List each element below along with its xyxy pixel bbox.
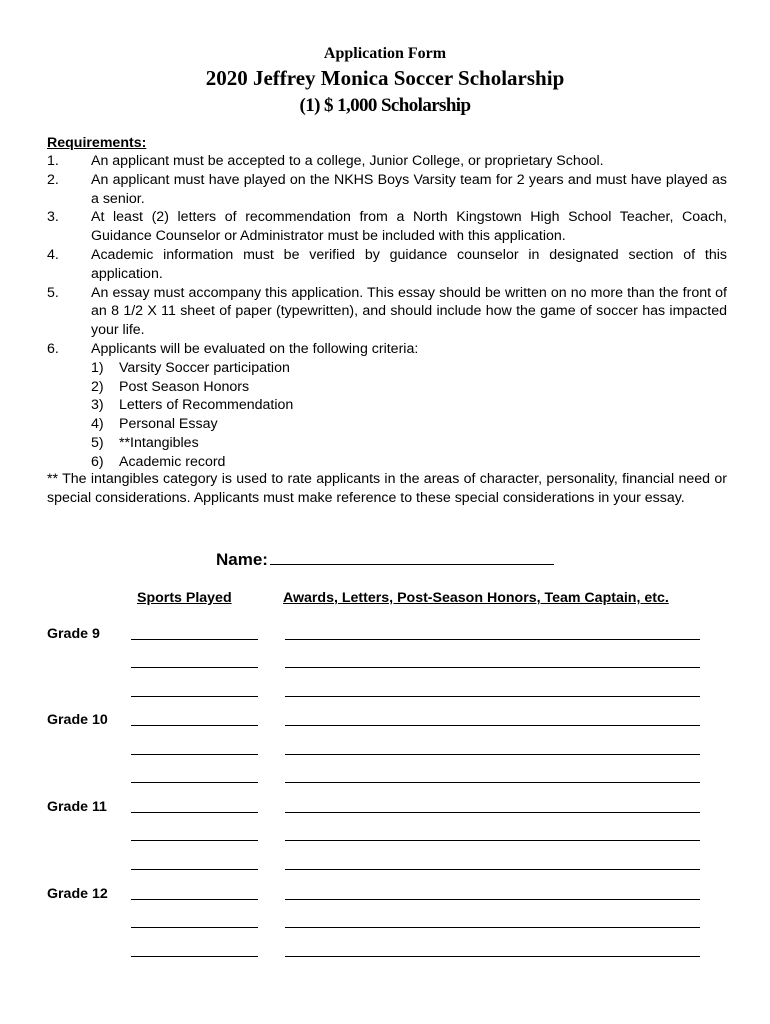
requirements-list — [47, 152, 727, 472]
requirement-text: Applicants will be evaluated on the following criteria: — [91, 340, 419, 357]
requirement-item — [47, 171, 727, 209]
criteria-text: Letters of Recommendation — [119, 397, 294, 414]
criteria-item — [91, 378, 727, 397]
requirement-item — [47, 152, 727, 171]
name-row — [216, 548, 554, 570]
grade-12-sports-field[interactable] — [131, 899, 258, 900]
grade-12-sports-field[interactable] — [131, 956, 258, 957]
criteria-number: 3) — [91, 397, 104, 414]
intangibles-note: ** The intangibles category is used to rate applicants in the areas of character, personality, financial need or special considerations. Applicants must make reference to these special considerations in your essay. — [47, 471, 727, 506]
sports-played-header: Sports Played — [137, 590, 232, 606]
criteria-number: 2) — [91, 378, 104, 395]
name-field[interactable] — [270, 548, 554, 565]
criteria-number: 5) — [91, 434, 104, 451]
grade-9-awards-field[interactable] — [285, 639, 700, 640]
requirement-number: 2. — [47, 171, 59, 188]
grade-10-awards-field[interactable] — [285, 782, 700, 783]
grade-11-awards-field[interactable] — [285, 869, 700, 870]
grade-11-awards-field[interactable] — [285, 840, 700, 841]
grade-9-awards-field[interactable] — [285, 667, 700, 668]
criteria-text: Varsity Soccer participation — [119, 359, 290, 376]
criteria-text: **Intangibles — [119, 434, 199, 451]
grade-10-sports-field[interactable] — [131, 782, 258, 783]
requirement-text: An applicant must have played on the NKHS Boys Varsity team for 2 years and must have played as a senior. — [91, 171, 727, 207]
requirement-text: An essay must accompany this application. This essay should be written on no more than the front of an 8 1/2 X 11 sheet of paper (typewritten), and should include how the game of soccer has impacted your life. — [91, 284, 727, 339]
criteria-item — [91, 453, 727, 472]
grade-9-sports-field[interactable] — [131, 667, 258, 668]
grade-11-sports-field[interactable] — [131, 812, 258, 813]
requirement-item — [47, 246, 727, 284]
grade-11-sports-field[interactable] — [131, 869, 258, 870]
requirement-number: 4. — [47, 246, 59, 263]
criteria-text: Personal Essay — [119, 416, 218, 433]
requirement-text: An applicant must be accepted to a college, Junior College, or proprietary School. — [91, 153, 604, 169]
name-label: Name: — [216, 550, 268, 569]
requirement-number: 1. — [47, 153, 59, 169]
criteria-number: 1) — [91, 359, 104, 376]
grade-9-label: Grade 9 — [47, 626, 100, 642]
criteria-item — [91, 415, 727, 434]
form-type-label: Application Form — [323, 45, 447, 62]
grade-11-label: Grade 11 — [47, 799, 107, 815]
requirement-number: 6. — [47, 340, 59, 357]
grade-12-awards-field[interactable] — [285, 956, 700, 957]
grade-10-label: Grade 10 — [47, 712, 108, 728]
grade-10-awards-field[interactable] — [285, 754, 700, 755]
requirement-item — [47, 284, 727, 340]
criteria-text: Post Season Honors — [119, 378, 250, 395]
grade-12-awards-field[interactable] — [285, 899, 700, 900]
criteria-number: 6) — [91, 453, 104, 470]
requirement-item — [47, 340, 727, 472]
criteria-item — [91, 434, 727, 453]
grade-11-awards-field[interactable] — [285, 812, 700, 813]
criteria-text: Academic record — [119, 453, 226, 470]
page-subtitle: (1) $ 1,000 Scholarship — [299, 95, 471, 116]
grade-10-sports-field[interactable] — [131, 754, 258, 755]
criteria-item — [91, 359, 727, 378]
requirement-text: At least (2) letters of recommendation from a North Kingstown High School Teacher, Coach, Guidance Counselor or Administrator must be included with this application. — [91, 209, 727, 245]
grade-9-awards-field[interactable] — [285, 696, 700, 697]
grade-9-sports-field[interactable] — [131, 696, 258, 697]
requirements-heading: Requirements: — [47, 135, 147, 151]
requirement-number: 5. — [47, 284, 59, 301]
criteria-item — [91, 396, 727, 415]
awards-header: Awards, Letters, Post-Season Honors, Team Captain, etc. — [283, 590, 669, 606]
requirement-text: Academic information must be verified by guidance counselor in designated section of this application. — [91, 246, 727, 282]
requirement-number: 3. — [47, 209, 59, 226]
grade-12-sports-field[interactable] — [131, 927, 258, 928]
requirement-item — [47, 208, 727, 246]
grade-10-sports-field[interactable] — [131, 725, 258, 726]
grade-10-awards-field[interactable] — [285, 725, 700, 726]
grade-9-sports-field[interactable] — [131, 639, 258, 640]
grade-12-label: Grade 12 — [47, 886, 108, 902]
page-title: 2020 Jeffrey Monica Soccer Scholarship — [205, 66, 565, 90]
grade-11-sports-field[interactable] — [131, 840, 258, 841]
grade-12-awards-field[interactable] — [285, 927, 700, 928]
criteria-number: 4) — [91, 416, 104, 433]
